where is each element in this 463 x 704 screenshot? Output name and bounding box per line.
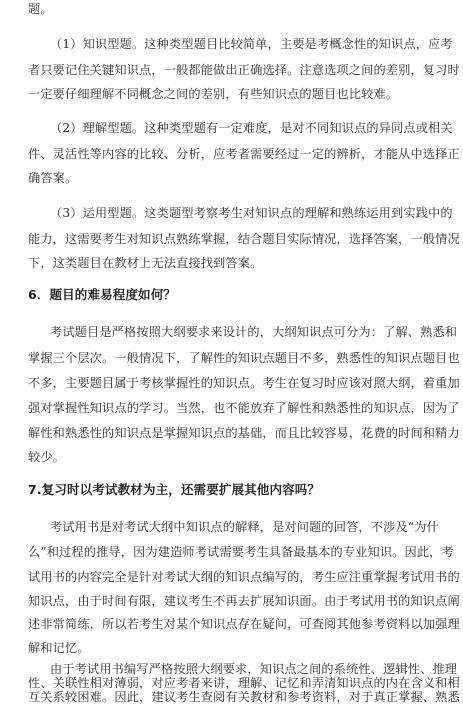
section7-p2-line-1: 由于考试用书编写严格按照大纲要求，知识点之间的系统性、逻辑性、推理 (50, 662, 458, 676)
section7-p2-line-2: 性、关联性相对薄弱，对应考者来讲，理解、记忆和弄清知识点的内在含义和相 (28, 676, 460, 690)
section7-p1-line-6: 解和记忆。 (28, 641, 90, 655)
section-6-heading: 6．题目的难易程度如何？ (28, 287, 176, 302)
item1-line-3: 一定要仔细理解不同概念之间的差别，有些知识点的题目也比较难。 (28, 87, 399, 101)
item2-line-1: （2）理解型题。这种类型题有一定难度，是对不同知识点的异同点或相关 (50, 121, 453, 135)
section6-line-1: 考试题目是严格按照大纲要求来设计的，大纲知识点可分为：了解、熟悉和 (50, 325, 458, 339)
item3-line-2: 能力，这需要考生对知识点熟练掌握，结合题目实际情况，选择答案，一般情况 (28, 232, 460, 246)
section6-line-3: 不多，主要题目属于考核掌握性的知识点。考生在复习时应该对照大纲，着重加 (28, 376, 460, 390)
section7-p1-line-5: 述非常简练，所以若考生对某个知识点存在疑问，可查阅其他参考资料以加强理 (28, 617, 460, 631)
section-7-heading: 7.复习时以考试教材为主，还需要扩展其他内容吗？ (28, 482, 321, 497)
section7-p1-line-4: 知识点，由于时间有限，建议考生不再去扩展知识面。由于考试用书的知识点阐 (28, 594, 460, 608)
section7-p1-line-3: 试用书的内容完全是针对考试大纲的知识点编写的，考生应注重掌握考试用书的 (28, 570, 460, 584)
section6-line-2: 掌握三个层次。一般情况下，了解性的知识点题目不多，熟悉性的知识点题目也 (28, 351, 460, 365)
item2-line-2: 件、灵活性等内容的比较、分析，应考者需要经过一定的辨析，才能从中选择正 (28, 147, 460, 161)
section6-line-5: 解性和熟悉性的知识点是掌握知识点的基础，而且比较容易，花费的时间和精力 (28, 426, 460, 440)
item1-line-1: （1）知识型题。这种类型题目比较简单，主要是考概念性的知识点，应考 (50, 37, 453, 51)
section7-p1-line-2: 么”和过程的推导，因为建造师考试需要考生具备最基本的专业知识。因此，考 (28, 545, 454, 559)
section7-p2-line-3: 互关系较困难。因此，建议考生查阅有关教材和参考资料，对于真正掌握、熟悉 (28, 690, 460, 704)
item2-line-3: 确答案。 (28, 171, 78, 185)
item3-line-1: （3）运用型题。这类题型考察考生对知识点的理解和熟练运用到实践中的 (50, 206, 453, 220)
item1-line-2: 者只要记住关键知识点，一般都能做出正确选择。注意选项之间的差别，复习时 (28, 63, 460, 77)
paragraph-fragment: 题。 (28, 2, 53, 16)
section6-line-6: 较少。 (28, 450, 66, 464)
section6-line-4: 强对掌握性知识点的学习。当然，也不能放弃了解性和熟悉性的知识点，因为了 (28, 401, 460, 415)
section7-p1-line-1: 考试用书是对考试大纲中知识点的解释，是对问题的回答，不涉及“为什 (50, 520, 439, 534)
item3-line-3: 下，这类题目在教材上无法直接找到答案。 (28, 256, 263, 270)
